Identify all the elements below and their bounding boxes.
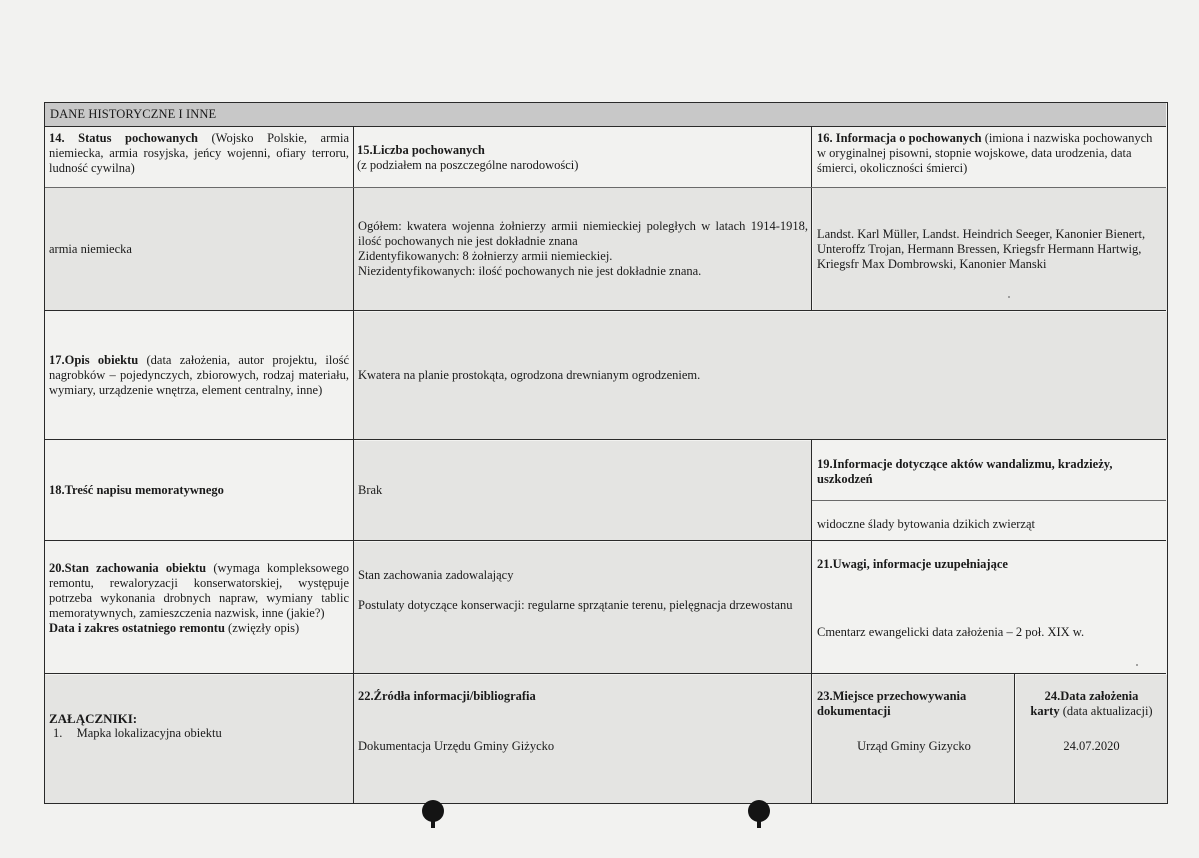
field-14-value: [45, 188, 353, 310]
field-14-title: 14. Status pochowanych: [49, 131, 198, 145]
field-18-value-text: Brak: [358, 483, 383, 497]
field-22-title: 22.Źródła informacji/bibliografia: [358, 689, 536, 703]
attachment-item-number: 1.: [53, 726, 63, 740]
attachment-item-1: Mapka lokalizacyjna obiektu: [76, 726, 222, 740]
grid-line: [45, 187, 1166, 188]
field-16-description: (imiona i nazwiska pochowanych w oryginalnej pisowni, stopnie wojskowe, data urodzenia, data śmierci, okoliczności śmierci): [817, 131, 1153, 175]
field-19-title: 19.Informacje dotyczące aktów wandalizmu, kradzieży, uszkodzeń: [817, 457, 1113, 486]
field-15-title: 15.Liczba pochowanych: [357, 143, 485, 157]
field-22-value: Dokumentacja Urzędu Gminy Giżycko: [358, 739, 555, 753]
field-18-value: [354, 441, 812, 540]
field-23-title: 23.Miejsce przechowywania dokumentacji: [817, 689, 967, 718]
field-20-condition: Stan zachowania zadowalający: [358, 568, 514, 582]
field-22-cell: [354, 675, 812, 803]
field-16-value-text: Landst. Karl Müller, Landst. Heindrich Seeger, Kanonier Bienert, Unteroffz Trojan, Hermann Bressen, Kriegsfr Hermann Hartwig, Kriegsfr Max Dombrowski, Kanonier Manski: [817, 226, 1146, 271]
scan-speck: [1008, 296, 1010, 298]
field-24-description: (data aktualizacji): [1059, 704, 1153, 718]
field-15-description: (z podziałem na poszczególne narodowości): [357, 158, 579, 172]
field-17-description: (data założenia, autor projektu, ilość nagrobków – pojedynczych, zbiorowych, rodzaj materiału, wymiary, urządzenie wnętrza, element centralny, inne): [49, 353, 349, 397]
field-15-unidentified: Niezidentyfikowanych: ilość pochowanych nie jest dokładnie znana.: [358, 264, 702, 278]
field-20-title: 20.Stan zachowania obiektu: [49, 561, 207, 575]
field-18-label: [45, 441, 353, 540]
punch-hole-mark: [422, 800, 444, 822]
field-14-description: (Wojsko Polskie, armia niemiecka, armia rosyjska, jeńcy wojenni, ofiary terroru, ludność cywilna): [49, 131, 349, 175]
field-15-identified: Zidentyfikowanych: 8 żołnierzy armii niemieckiej.: [358, 249, 613, 263]
field-19-value-text: widoczne ślady bytowania dzikich zwierząt: [817, 517, 1035, 531]
field-14-value-text: armia niemiecka: [49, 241, 132, 256]
field-19-label: [813, 455, 1167, 497]
field-16-value: [813, 188, 1167, 310]
field-18-title: 18.Treść napisu memoratywnego: [49, 483, 224, 497]
field-21-title: 21.Uwagi, informacje uzupełniające: [817, 557, 1008, 571]
field-23-cell: [813, 675, 1015, 803]
field-20-conservation-postulates: Postulaty dotyczące konserwacji: regularne sprzątanie terenu, pielęgnacja drzewostanu: [358, 598, 793, 612]
field-19-value: [813, 511, 1167, 539]
field-17-label: [45, 312, 353, 439]
section-header: DANE HISTORYCZNE I INNE: [45, 103, 1166, 127]
field-20-renovation-description: (zwięzły opis): [224, 621, 300, 635]
grid-line: [45, 673, 1166, 674]
field-24-title: 24.Data założenia: [1044, 689, 1139, 703]
grid-line: [812, 500, 1166, 501]
field-20-description: (wymaga kompleksowego remontu, rewaloryzacji konserwatorskiej, występuje potrzeba wykonania drobnych napraw, wymiany tablic memoratywnych, zamieszczenia nazwisk, inne (jakie?): [49, 561, 349, 620]
punch-hole-mark: [748, 800, 770, 822]
field-16-label: [813, 129, 1167, 187]
grid-line: [45, 540, 1166, 541]
field-24-title-2: karty: [1030, 704, 1060, 718]
grid-line: [811, 439, 812, 803]
field-21-value-text: Cmentarz ewangelicki data założenia – 2 poł. XIX w.: [817, 625, 1085, 639]
attachments-cell: [45, 675, 353, 803]
field-20-renovation-title: Data i zakres ostatniego remontu: [49, 621, 225, 635]
field-24-value: 24.07.2020: [1063, 739, 1120, 753]
field-23-value: Urząd Gminy Gizycko: [857, 739, 971, 753]
field-24-cell: [1016, 675, 1167, 803]
field-17-value-text: Kwatera na planie prostokąta, ogrodzona drewnianym ogrodzeniem.: [358, 368, 701, 382]
field-15-value: [354, 188, 812, 310]
field-20-value: [354, 542, 812, 673]
field-16-title: 16. Informacja o pochowanych: [817, 131, 982, 145]
field-20-label: [45, 559, 353, 671]
grid-line: [353, 127, 354, 803]
field-21-label: [813, 555, 1167, 575]
field-17-title: 17.Opis obiektu: [49, 353, 139, 367]
grid-line: [811, 127, 812, 311]
historical-data-form: [44, 102, 1168, 804]
field-14-label: [45, 129, 353, 187]
grid-line: [1014, 673, 1015, 803]
grid-line: [45, 439, 1166, 440]
field-21-value: [813, 623, 1167, 645]
field-15-total: Ogółem: kwatera wojenna żołnierzy armii niemieckiej poległych w latach 1914-1918, ilość pochowanych nie jest dokładnie znana: [358, 219, 808, 248]
field-17-value: [354, 312, 1167, 439]
scan-speck: [1136, 664, 1138, 666]
attachments-title: ZAŁĄCZNIKI:: [49, 711, 138, 726]
field-15-label: [353, 129, 811, 187]
grid-line: [45, 310, 1166, 311]
